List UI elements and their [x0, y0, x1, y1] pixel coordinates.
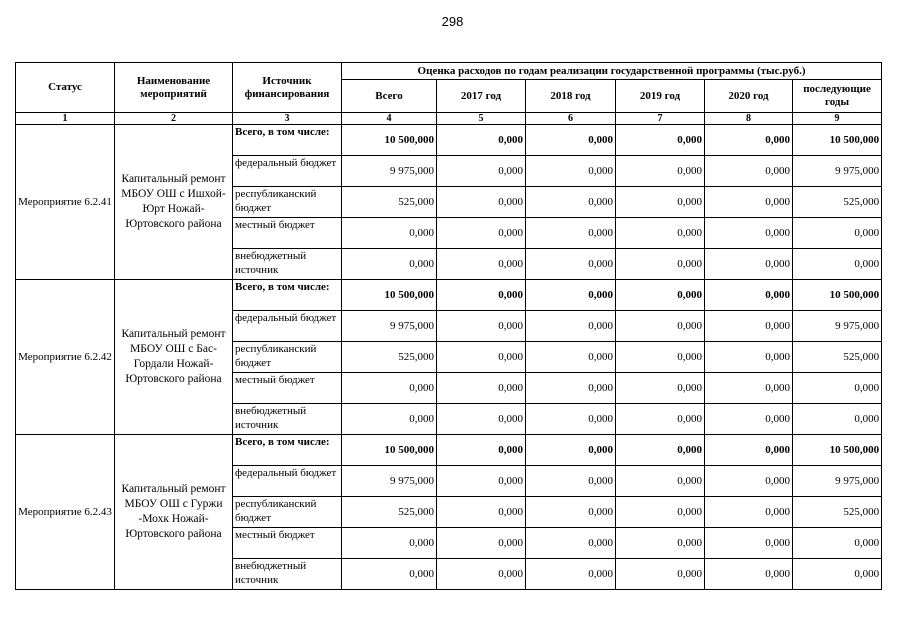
amount-cell: 0,000: [793, 218, 882, 249]
column-number: 7: [616, 113, 705, 125]
amount-cell: 9 975,000: [793, 466, 882, 497]
funding-source: Всего, в том числе:: [233, 435, 342, 466]
column-number: 8: [705, 113, 793, 125]
amount-cell: 0,000: [705, 125, 793, 156]
amount-cell: 10 500,000: [342, 435, 437, 466]
amount-cell: 0,000: [526, 559, 616, 590]
amount-cell: 0,000: [437, 156, 526, 187]
header-year-2019: 2019 год: [616, 80, 705, 113]
funding-source: республиканский бюджет: [233, 187, 342, 218]
funding-source: федеральный бюджет: [233, 156, 342, 187]
column-number: 6: [526, 113, 616, 125]
amount-cell: 525,000: [793, 342, 882, 373]
event-name: Капитальный ремонт МБОУ ОШ с Гуржи -Мохк Ножай-Юртовского района: [115, 435, 233, 590]
amount-cell: 0,000: [526, 404, 616, 435]
header-year-subsequent: последующие годы: [793, 80, 882, 113]
amount-cell: 0,000: [705, 404, 793, 435]
amount-cell: 0,000: [793, 373, 882, 404]
amount-cell: 0,000: [793, 528, 882, 559]
amount-cell: 0,000: [526, 435, 616, 466]
amount-cell: 0,000: [437, 528, 526, 559]
amount-cell: 525,000: [342, 187, 437, 218]
header-estimate: Оценка расходов по годам реализации государственной программы (тыс.руб.): [342, 63, 882, 80]
table-row: [16, 435, 882, 466]
table-body: [16, 125, 882, 590]
funding-source: местный бюджет: [233, 373, 342, 404]
amount-cell: 0,000: [526, 125, 616, 156]
table-row: [16, 125, 882, 156]
amount-cell: 0,000: [793, 404, 882, 435]
amount-cell: 0,000: [526, 342, 616, 373]
amount-cell: 0,000: [437, 249, 526, 280]
amount-cell: 10 500,000: [342, 280, 437, 311]
amount-cell: 525,000: [793, 497, 882, 528]
amount-cell: 0,000: [705, 528, 793, 559]
event-status: Мероприятие 6.2.42: [16, 280, 115, 435]
amount-cell: 0,000: [437, 280, 526, 311]
amount-cell: 0,000: [793, 559, 882, 590]
amount-cell: 0,000: [437, 497, 526, 528]
amount-cell: 0,000: [616, 435, 705, 466]
amount-cell: 0,000: [705, 373, 793, 404]
amount-cell: 9 975,000: [342, 466, 437, 497]
column-number: 1: [16, 113, 115, 125]
header-status: Статус: [16, 63, 115, 113]
header-year-2020: 2020 год: [705, 80, 793, 113]
amount-cell: 10 500,000: [793, 280, 882, 311]
amount-cell: 0,000: [705, 466, 793, 497]
budget-table: [15, 62, 882, 590]
header-year-total: Всего: [342, 80, 437, 113]
column-number: 5: [437, 113, 526, 125]
amount-cell: 10 500,000: [342, 125, 437, 156]
amount-cell: 0,000: [526, 218, 616, 249]
amount-cell: 0,000: [705, 497, 793, 528]
event-status: Мероприятие 6.2.41: [16, 125, 115, 280]
amount-cell: 0,000: [616, 559, 705, 590]
amount-cell: 0,000: [616, 404, 705, 435]
amount-cell: 0,000: [616, 466, 705, 497]
funding-source: республиканский бюджет: [233, 497, 342, 528]
amount-cell: 0,000: [705, 280, 793, 311]
funding-source: Всего, в том числе:: [233, 280, 342, 311]
column-number: 4: [342, 113, 437, 125]
amount-cell: 0,000: [342, 528, 437, 559]
column-number: 3: [233, 113, 342, 125]
amount-cell: 0,000: [616, 156, 705, 187]
amount-cell: 0,000: [526, 497, 616, 528]
column-number: 2: [115, 113, 233, 125]
amount-cell: 0,000: [616, 311, 705, 342]
amount-cell: 0,000: [705, 559, 793, 590]
amount-cell: 525,000: [342, 497, 437, 528]
funding-source: внебюджетный источник: [233, 559, 342, 590]
header-name: Наименование мероприятий: [115, 63, 233, 113]
amount-cell: 0,000: [616, 342, 705, 373]
funding-source: местный бюджет: [233, 528, 342, 559]
funding-source: республиканский бюджет: [233, 342, 342, 373]
amount-cell: 525,000: [342, 342, 437, 373]
amount-cell: 0,000: [705, 156, 793, 187]
amount-cell: 9 975,000: [793, 156, 882, 187]
amount-cell: 0,000: [342, 373, 437, 404]
column-number: 9: [793, 113, 882, 125]
funding-source: внебюджетный источник: [233, 249, 342, 280]
amount-cell: 0,000: [616, 528, 705, 559]
table-row: [16, 280, 882, 311]
funding-source: федеральный бюджет: [233, 311, 342, 342]
amount-cell: 0,000: [437, 373, 526, 404]
amount-cell: 0,000: [526, 466, 616, 497]
funding-source: федеральный бюджет: [233, 466, 342, 497]
amount-cell: 0,000: [705, 187, 793, 218]
amount-cell: 10 500,000: [793, 125, 882, 156]
funding-source: местный бюджет: [233, 218, 342, 249]
amount-cell: 0,000: [437, 559, 526, 590]
amount-cell: 0,000: [616, 280, 705, 311]
amount-cell: 525,000: [793, 187, 882, 218]
amount-cell: 0,000: [705, 249, 793, 280]
amount-cell: 0,000: [705, 311, 793, 342]
header-source: Источник финансирования: [233, 63, 342, 113]
amount-cell: 0,000: [342, 249, 437, 280]
amount-cell: 0,000: [705, 218, 793, 249]
amount-cell: 9 975,000: [342, 311, 437, 342]
amount-cell: 0,000: [616, 249, 705, 280]
amount-cell: 0,000: [342, 404, 437, 435]
amount-cell: 0,000: [526, 249, 616, 280]
amount-cell: 9 975,000: [793, 311, 882, 342]
amount-cell: 0,000: [616, 125, 705, 156]
amount-cell: 0,000: [437, 125, 526, 156]
funding-source: Всего, в том числе:: [233, 125, 342, 156]
amount-cell: 0,000: [342, 559, 437, 590]
amount-cell: 0,000: [437, 404, 526, 435]
amount-cell: 0,000: [437, 218, 526, 249]
amount-cell: 0,000: [793, 249, 882, 280]
amount-cell: 0,000: [437, 435, 526, 466]
amount-cell: 0,000: [526, 528, 616, 559]
event-name: Капитальный ремонт МБОУ ОШ с Бас-Гордали Ножай-Юртовского района: [115, 280, 233, 435]
amount-cell: 0,000: [526, 156, 616, 187]
event-name: Капитальный ремонт МБОУ ОШ с Ишхой-Юрт Ножай-Юртовского района: [115, 125, 233, 280]
header-year-2017: 2017 год: [437, 80, 526, 113]
amount-cell: 0,000: [437, 311, 526, 342]
amount-cell: 0,000: [437, 466, 526, 497]
amount-cell: 0,000: [616, 187, 705, 218]
amount-cell: 0,000: [705, 342, 793, 373]
amount-cell: 0,000: [616, 497, 705, 528]
amount-cell: 0,000: [616, 373, 705, 404]
amount-cell: 0,000: [526, 187, 616, 218]
amount-cell: 0,000: [437, 187, 526, 218]
amount-cell: 10 500,000: [793, 435, 882, 466]
amount-cell: 0,000: [437, 342, 526, 373]
amount-cell: 0,000: [526, 311, 616, 342]
page-number: 298: [441, 14, 464, 29]
amount-cell: 0,000: [616, 218, 705, 249]
amount-cell: 0,000: [342, 218, 437, 249]
amount-cell: 0,000: [526, 373, 616, 404]
amount-cell: 0,000: [526, 280, 616, 311]
header-year-2018: 2018 год: [526, 80, 616, 113]
amount-cell: 0,000: [705, 435, 793, 466]
event-status: Мероприятие 6.2.43: [16, 435, 115, 590]
amount-cell: 9 975,000: [342, 156, 437, 187]
funding-source: внебюджетный источник: [233, 404, 342, 435]
